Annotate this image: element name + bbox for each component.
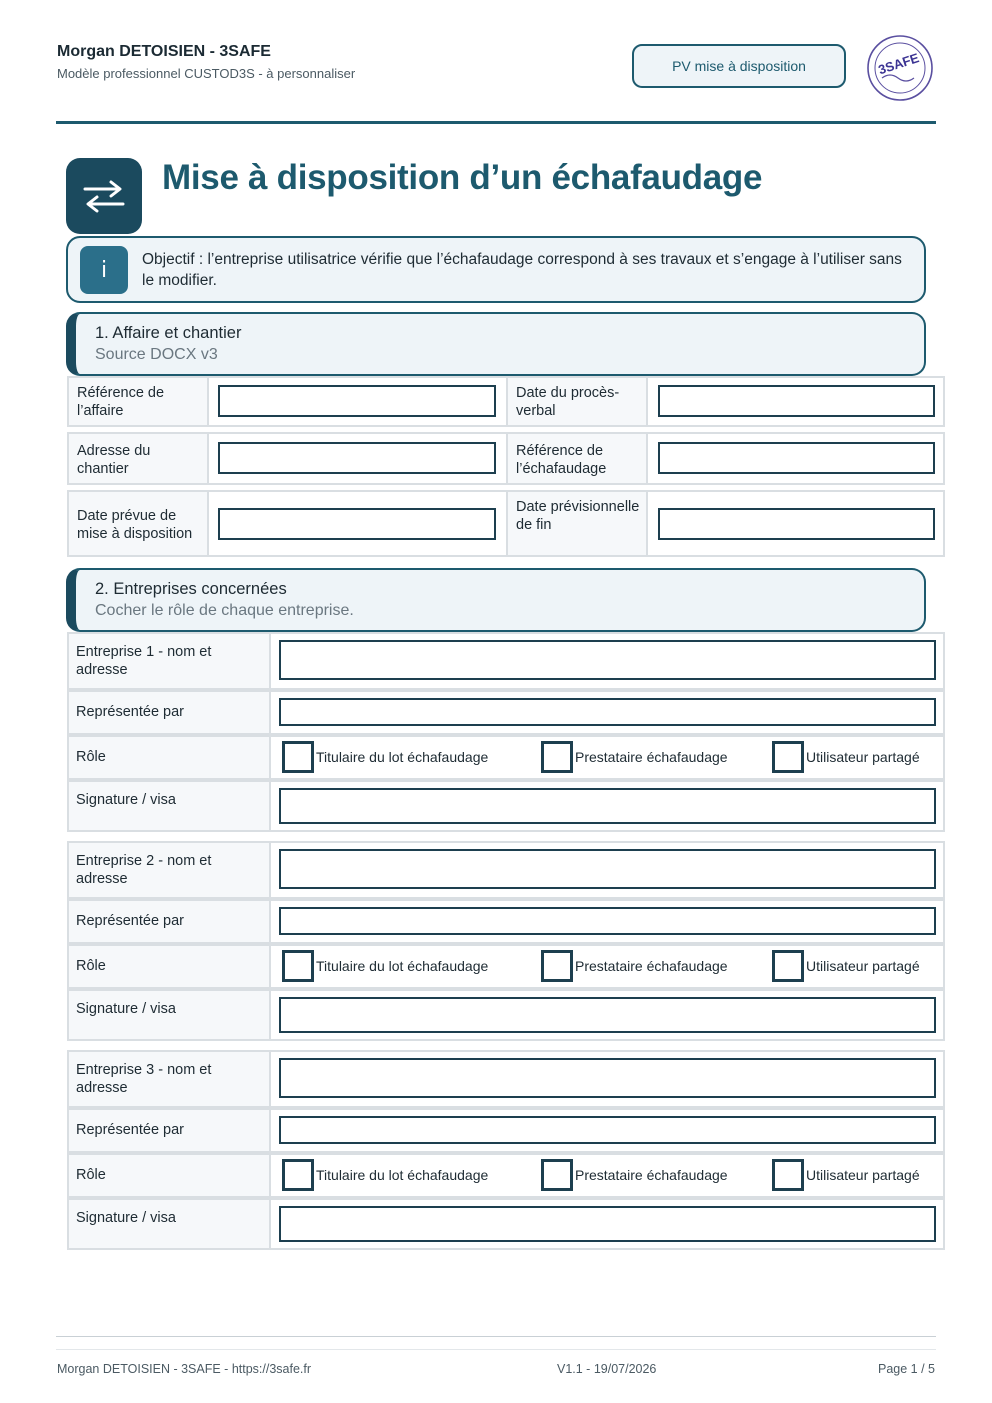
signature-input[interactable] <box>279 997 936 1033</box>
represented-by-input[interactable] <box>279 907 936 935</box>
section-2-title <box>95 580 287 599</box>
role-checkbox[interactable] <box>772 950 804 982</box>
role-checkbox[interactable] <box>282 950 314 982</box>
section-2-subtitle: Cocher le rôle de chaque entreprise. <box>95 602 354 619</box>
company-name-label: Entreprise 1 - nom et adresse <box>76 644 212 678</box>
site-address-label: Adresse du chantier <box>77 443 151 477</box>
planned-date-input[interactable] <box>218 508 496 540</box>
signature-label: Signature / visa <box>76 1210 176 1226</box>
role-checkbox[interactable] <box>541 1159 573 1191</box>
affaire-ref-label: Référence de l’affaire <box>77 385 165 419</box>
footer-divider-secondary <box>56 1349 936 1350</box>
role-label: Rôle <box>76 1167 106 1183</box>
role-checkbox[interactable] <box>772 741 804 773</box>
role-option-label: Utilisateur partagé <box>806 958 920 974</box>
header-divider <box>56 121 936 124</box>
signature-label: Signature / visa <box>76 1001 176 1017</box>
role-checkbox[interactable] <box>282 741 314 773</box>
role-option-label: Prestataire échafaudage <box>575 958 728 974</box>
section-1-title: 1. Affaire et chantier <box>95 324 242 342</box>
role-checkbox[interactable] <box>772 1159 804 1191</box>
role-checkbox[interactable] <box>282 1159 314 1191</box>
represented-by-label: Représentée par <box>76 913 185 929</box>
swap-arrows-icon <box>66 158 142 234</box>
role-option-label: Prestataire échafaudage <box>575 1167 728 1183</box>
section-2-number: 2. <box>95 580 109 598</box>
represented-by-label: Représentée par <box>76 1122 185 1138</box>
template-subtitle: Modèle professionnel CUSTOD3S - à personnaliser <box>57 66 356 81</box>
role-option-label: Prestataire échafaudage <box>575 749 728 765</box>
signature-input[interactable] <box>279 788 936 824</box>
author-name: Morgan DETOISIEN - 3SAFE <box>57 43 271 60</box>
company-name-input[interactable] <box>279 849 936 889</box>
represented-by-label: Représentée par <box>76 704 185 720</box>
section-2-title-text: Entreprises concernées <box>113 580 287 598</box>
scaffold-ref-input[interactable] <box>658 442 935 474</box>
pv-date-input[interactable] <box>658 385 935 417</box>
role-option-label: Titulaire du lot échafaudage <box>316 1167 489 1183</box>
end-date-label: Date prévisionnelle de fin <box>516 499 640 533</box>
represented-by-input[interactable] <box>279 698 936 726</box>
role-option-label: Titulaire du lot échafaudage <box>316 958 489 974</box>
role-checkbox[interactable] <box>541 741 573 773</box>
info-icon: i <box>80 246 128 294</box>
seal-text: 3SAFE <box>876 50 921 78</box>
represented-by-input[interactable] <box>279 1116 936 1144</box>
company-name-label: Entreprise 3 - nom et adresse <box>76 1062 212 1096</box>
role-option-label: Utilisateur partagé <box>806 749 920 765</box>
role-label: Rôle <box>76 958 106 974</box>
company-name-input[interactable] <box>279 640 936 680</box>
doc-type-button[interactable]: PV mise à disposition <box>632 44 846 88</box>
signature-label: Signature / visa <box>76 792 176 808</box>
company-name-input[interactable] <box>279 1058 936 1098</box>
scaffold-ref-label: Référence de l’échafaudage <box>516 443 607 477</box>
section-1-subtitle: Source DOCX v3 <box>95 346 218 363</box>
role-option-label: Titulaire du lot échafaudage <box>316 749 489 765</box>
affaire-ref-input[interactable] <box>218 385 496 417</box>
company-seal-logo <box>864 34 936 102</box>
footer-divider <box>56 1336 936 1337</box>
role-option-label: Utilisateur partagé <box>806 1167 920 1183</box>
site-address-input[interactable] <box>218 442 496 474</box>
role-checkbox[interactable] <box>541 950 573 982</box>
page-number: Page 1 / 5 <box>878 1362 935 1376</box>
role-label: Rôle <box>76 749 106 765</box>
objective-text: Objectif : l’entreprise utilisatrice vérifie que l’échafaudage correspond à ses travaux et s’engage à l’utiliser sans le modifier. <box>142 251 902 289</box>
company-name-label: Entreprise 2 - nom et adresse <box>76 853 212 887</box>
signature-input[interactable] <box>279 1206 936 1242</box>
section-2-header <box>66 568 926 632</box>
end-date-input[interactable] <box>658 508 935 540</box>
page-title: Mise à disposition d’un échafaudage <box>162 158 763 197</box>
planned-date-label: Date prévue de mise à disposition <box>77 508 193 542</box>
footer-version: V1.1 - 19/07/2026 <box>557 1362 657 1376</box>
section-1-header <box>66 312 926 376</box>
footer-author: Morgan DETOISIEN - 3SAFE - https://3safe.fr <box>57 1362 312 1376</box>
pv-date-label: Date du procès-verbal <box>516 385 620 419</box>
